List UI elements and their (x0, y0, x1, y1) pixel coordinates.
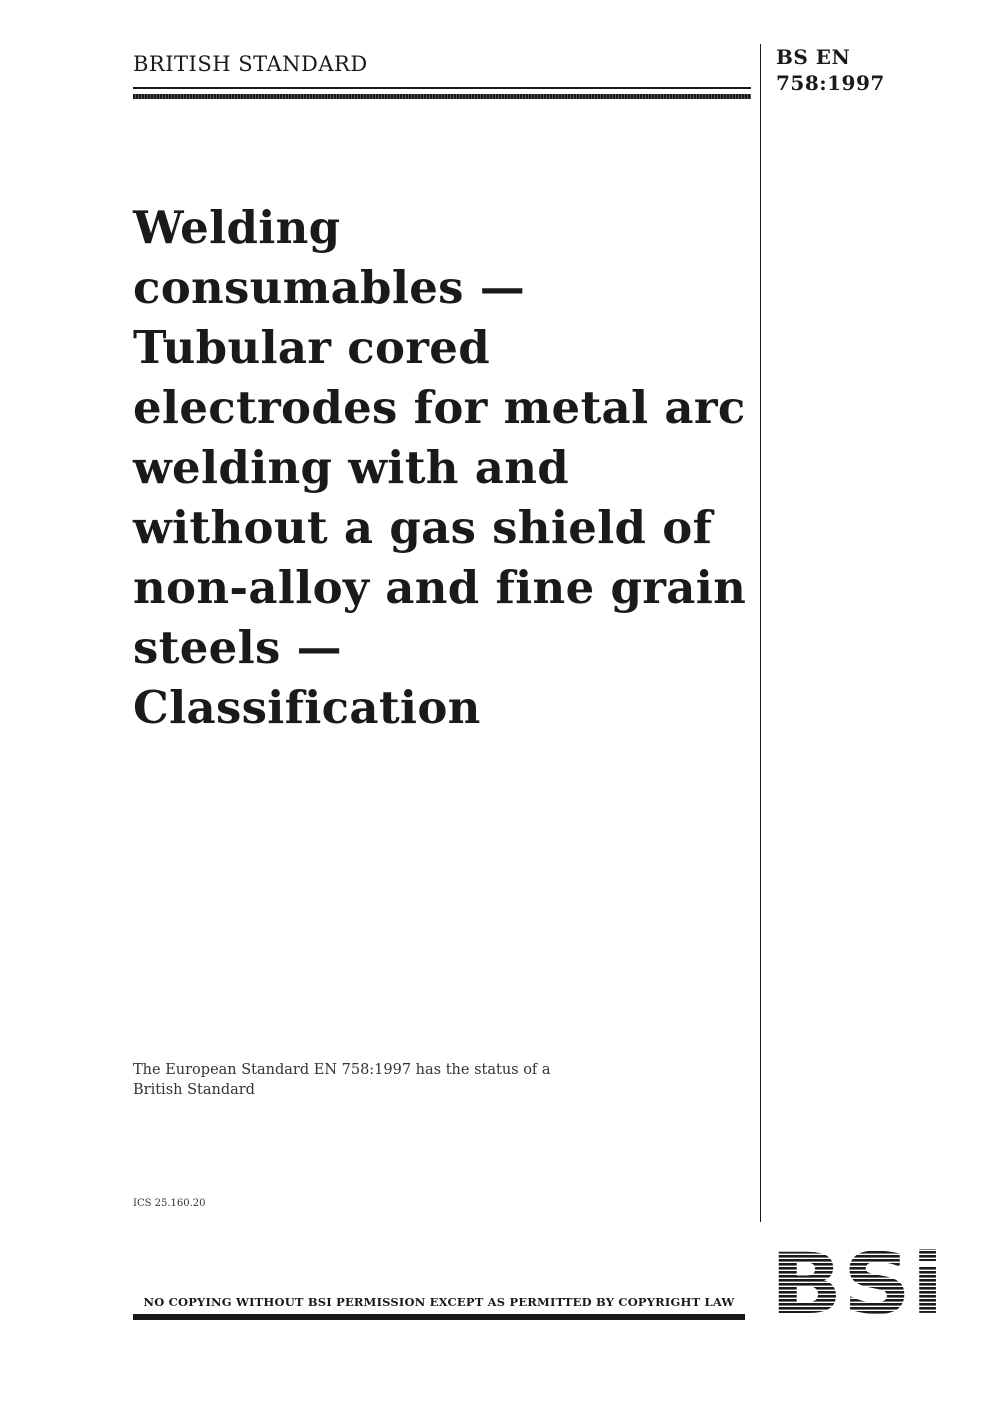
title-line: electrodes for metal arc (133, 381, 746, 434)
title-line: without a gas shield of (133, 501, 713, 554)
standard-number (776, 44, 885, 96)
header-rule-thick (133, 94, 751, 99)
status-note (133, 1060, 551, 1100)
document-title (133, 198, 753, 738)
bsi-logo (768, 1243, 946, 1317)
title-line: welding with and (133, 441, 570, 494)
copyright-notice: NO COPYING WITHOUT BSI PERMISSION EXCEPT AS PERMITTED BY COPYRIGHT LAW (143, 1295, 735, 1309)
title-line: consumables — (133, 261, 526, 314)
header-rule-thin (133, 87, 751, 89)
vertical-divider (760, 44, 761, 1222)
title-line: non-alloy and fine grain (133, 561, 747, 614)
series-label: BRITISH STANDARD (133, 52, 368, 76)
footer-rule (133, 1314, 745, 1320)
title-line: Tubular cored (133, 321, 491, 374)
title-line: Classification (133, 681, 481, 734)
title-line: steels — (133, 621, 342, 674)
title-line: Welding (133, 201, 341, 254)
standard-number-line1: BS EN (776, 45, 851, 69)
status-note-line1: The European Standard EN 758:1997 has the status of a (133, 1062, 551, 1078)
status-note-line2: British Standard (133, 1082, 255, 1098)
ics-code: ICS 25.160.20 (133, 1198, 206, 1209)
standard-number-line2: 758:1997 (776, 71, 885, 95)
